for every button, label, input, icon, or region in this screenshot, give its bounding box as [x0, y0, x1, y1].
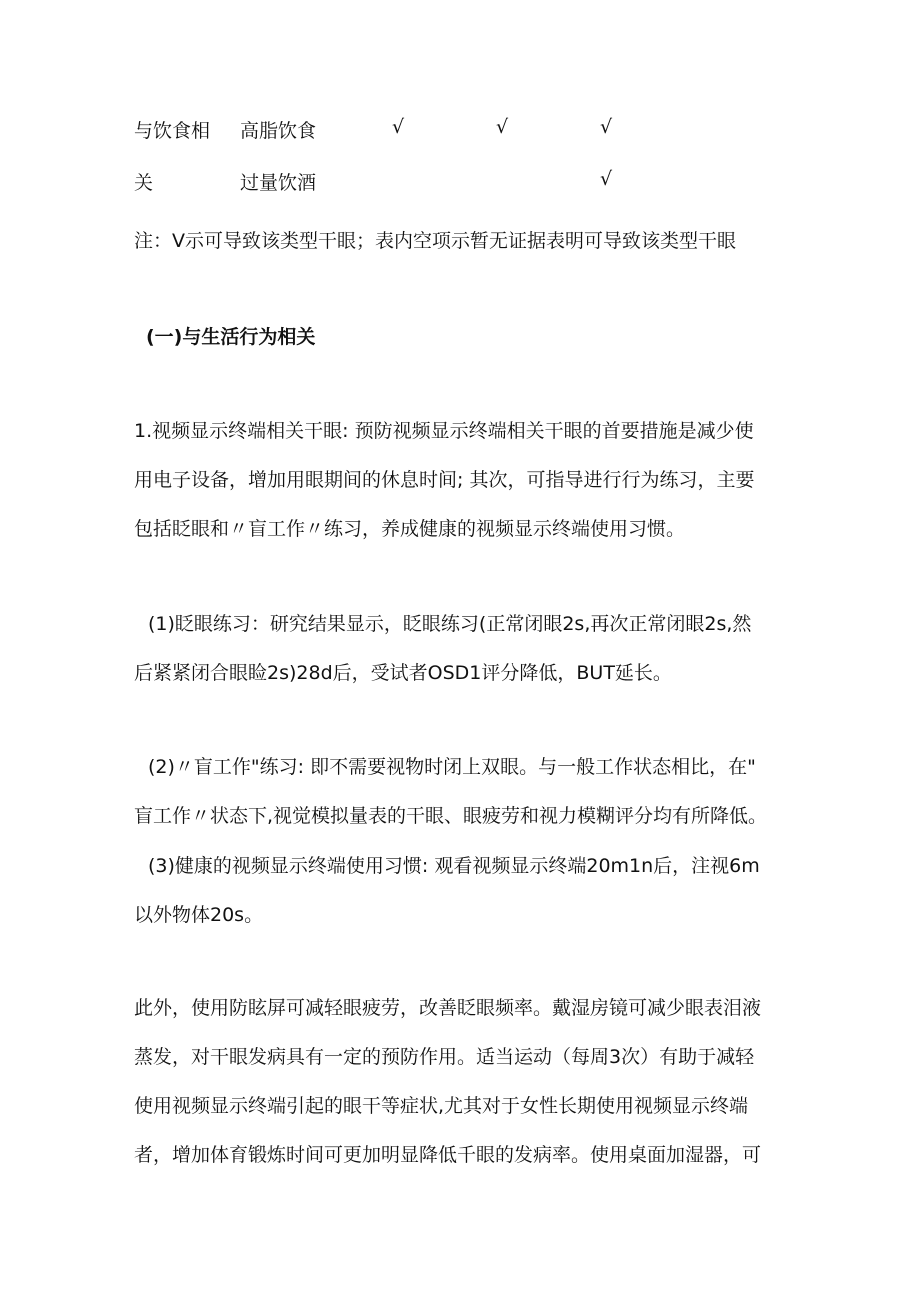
paragraph-line: (3)健康的视频显示终端使用习惯: 观看视频显示终端20m1n后，注视6m — [148, 855, 760, 877]
paragraph-line: 包括眨眼和〃盲工作〃练习，养成健康的视频显示终端使用习惯。 — [134, 518, 686, 540]
paragraph-line: (2)〃盲工作"练习: 即不需要视物时闭上双眼。与一般工作状态相比，在" — [148, 756, 756, 778]
table-note: 注：V示可导致该类型干眼；表内空项示暂无证据表明可导致该类型干眼 — [134, 230, 736, 252]
paragraph-line: 后紧紧闭合眼睑2s)28d后，受试者OSD1评分降低，BUT延长。 — [134, 662, 672, 684]
row2-check-3: √ — [600, 168, 613, 190]
paragraph-line: 使用视频显示终端引起的眼干等症状,尤其对于女性长期使用视频显示终端 — [134, 1095, 749, 1117]
row1-check-3: √ — [600, 116, 613, 138]
paragraph-line: 以外物体20s。 — [134, 904, 264, 926]
paragraph-line: 蒸发，对干眼发病具有一定的预防作用。适当运动（每周3次）有助于减轻 — [134, 1046, 755, 1068]
row2-factor: 过量饮酒 — [240, 172, 317, 194]
paragraph-line: 1.视频显示终端相关干眼: 预防视频显示终端相关干眼的首要措施是减少使 — [134, 420, 754, 442]
paragraph-line: (1)眨眼练习：研究结果显示，眨眼练习(正常闭眼2s,再次正常闭眼2s,然 — [148, 613, 752, 635]
paragraph-line: 者，增加体育锻炼时间可更加明显降低千眼的发病率。使用桌面加湿器，可 — [134, 1144, 762, 1166]
row1-check-1: √ — [392, 116, 405, 138]
row2-category: 关 — [134, 172, 154, 194]
section-heading: (一)与生活行为相关 — [146, 326, 316, 348]
row1-category: 与饮食相 — [134, 120, 211, 142]
paragraph-line: 此外，使用防眩屏可减轻眼疲劳，改善眨眼频率。戴湿房镜可减少眼表泪液 — [134, 997, 762, 1019]
row1-factor: 高脂饮食 — [240, 120, 317, 142]
row1-check-2: √ — [496, 116, 509, 138]
paragraph-line: 用电子设备，增加用眼期间的休息时间; 其次，可指导进行行为练习，主要 — [134, 469, 755, 491]
paragraph-line: 盲工作〃状态下,视觉模拟量表的干眼、眼疲劳和视力模糊评分均有所降低。 — [134, 805, 768, 827]
